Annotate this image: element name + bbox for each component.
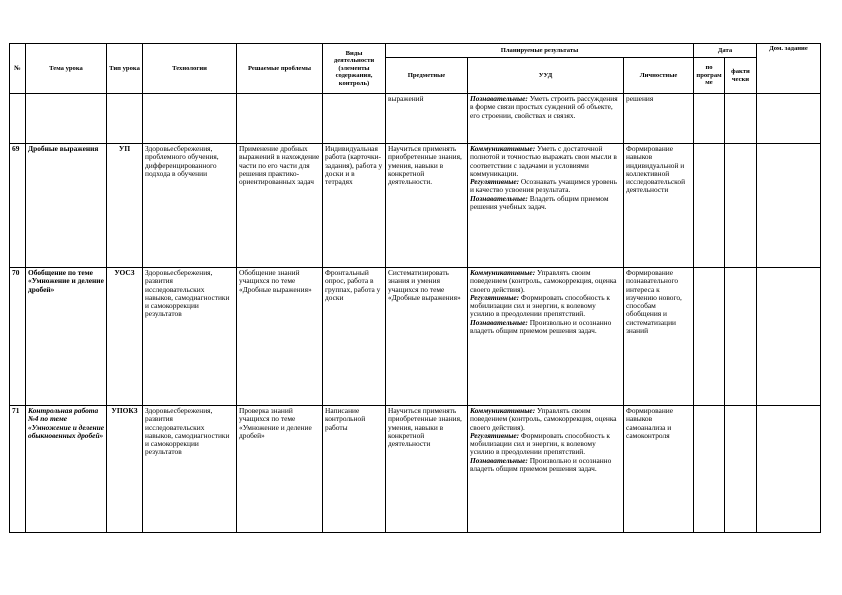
cell-num: 69: [10, 144, 26, 268]
cell-num: 70: [10, 268, 26, 406]
cell-personal: решения: [624, 94, 694, 144]
cell-personal: Формирование навыков индивидуальной и коллективной исследовательской деятельности: [624, 144, 694, 268]
header-actual: факти чески: [725, 58, 757, 94]
uud-item: [470, 457, 621, 474]
uud-item-key: Познавательные:: [470, 94, 528, 103]
uud-item-key: Познавательные:: [470, 317, 528, 327]
cell-num: [10, 94, 26, 144]
uud-item-key: Познавательные:: [470, 455, 528, 465]
uud-item-text: Владеть общим приемом решения учебных задач.: [470, 193, 609, 212]
cell-subject: выражений: [386, 94, 468, 144]
uud-item-key: Познавательные:: [470, 193, 528, 203]
cell-homework: [757, 268, 821, 406]
uud-item: [470, 432, 621, 457]
cell-subject: Систематизировать знания и умения учащихся по теме «Дробные выражения»: [386, 268, 468, 406]
cell-date-program: [694, 94, 725, 144]
header-activity: Виды деятельности (элементы содержания, контроль): [323, 44, 386, 94]
cell-personal: Формирование навыков самоанализа и самоконтроля: [624, 406, 694, 533]
table-row: [10, 144, 821, 268]
header-by-program: по програм ме: [694, 58, 725, 94]
lesson-plan-sheet: [9, 43, 820, 533]
header-personal: Личностные: [624, 58, 694, 94]
uud-item: [470, 145, 621, 178]
cell-topic: Дробные выражения: [26, 144, 107, 268]
cell-problems: Обобщение знаний учащихся по теме «Дробные выражения»: [237, 268, 323, 406]
uud-item: [470, 319, 621, 336]
cell-problems: [237, 94, 323, 144]
cell-personal: Формирование познавательного интереса к изучению нового, способам обобщения и систематизации знаний: [624, 268, 694, 406]
cell-activity: Фронтальный опрос, работа в группах, работа у доски: [323, 268, 386, 406]
cell-topic: Контрольная работа №4 по теме «Умножение и деление обыкновенных дробей»: [26, 406, 107, 533]
cell-subject: Научиться применять приобретенные знания, умения, навыки в конкретной деятельности.: [386, 144, 468, 268]
uud-item-text: Управлять своим поведением (контроль, самокоррекция, оценка своего действия).: [470, 268, 617, 294]
cell-uud: [468, 94, 624, 144]
cell-uud: [468, 268, 624, 406]
cell-activity: Написание контрольной работы: [323, 406, 386, 533]
header-problems: Решаемые проблемы: [237, 44, 323, 94]
cell-date-program: [694, 268, 725, 406]
cell-date-program: [694, 406, 725, 533]
uud-item-text: Управлять своим поведением (контроль, самокоррекция, оценка своего действия).: [470, 406, 617, 432]
cell-type: УОСЗ: [107, 268, 143, 406]
uud-item-key: Коммуникативные:: [470, 144, 536, 153]
uud-item: [470, 269, 621, 294]
cell-date-actual: [725, 144, 757, 268]
cell-date-program: [694, 144, 725, 268]
uud-item-text: Осознавать учащимся уровень и качество усвоения результата.: [470, 177, 618, 195]
header-num: №: [10, 44, 26, 94]
cell-problems: Проверка знаний учащихся по теме «Умножение и деление дробей»: [237, 406, 323, 533]
cell-date-actual: [725, 94, 757, 144]
table-row: [10, 406, 821, 533]
cell-activity: [323, 94, 386, 144]
uud-item-key: Регулятивные:: [470, 177, 520, 187]
header-planned: Планируемые результаты: [386, 44, 694, 58]
cell-problems: Применение дробных выражений в нахождение части по его части для решения практико-ориентированных задач: [237, 144, 323, 268]
cell-uud: [468, 406, 624, 533]
cell-homework: [757, 406, 821, 533]
cell-type: УП: [107, 144, 143, 268]
cell-homework: [757, 94, 821, 144]
cell-tech: Здоровьесбережения, проблемного обучения, дифференцированного подхода в обучении: [143, 144, 237, 268]
cell-date-actual: [725, 406, 757, 533]
cell-tech: Здоровьесбережения, развития исследовательских навыков, самодиагностики и самокоррекции результатов: [143, 268, 237, 406]
cell-num: 71: [10, 406, 26, 533]
uud-item-text: Уметь с достаточной полнотой и точностью выражать свои мысли в соответствии с задачами и условиями коммуникации.: [470, 144, 617, 178]
table-row: [10, 94, 821, 144]
header-topic: Тема урока: [26, 44, 107, 94]
uud-item-key: Регулятивные:: [470, 430, 520, 440]
cell-subject: Научиться применять приобретенные знания, умения, навыки в конкретной деятельности: [386, 406, 468, 533]
header-homework: Дом. задание: [757, 44, 821, 94]
uud-item-key: Коммуникативные:: [470, 406, 536, 415]
header-subject: Предметные: [386, 58, 468, 94]
header-type: Тип урока: [107, 44, 143, 94]
header-date: Дата: [694, 44, 757, 58]
uud-item-key: Регулятивные:: [470, 292, 520, 302]
table-header: [10, 44, 821, 94]
header-uud: УУД: [468, 58, 624, 94]
cell-date-actual: [725, 268, 757, 406]
cell-activity: Индивидуальная работа (карточки-задания), работа у доски и в тетрадях: [323, 144, 386, 268]
cell-homework: [757, 144, 821, 268]
uud-item: [470, 195, 621, 212]
uud-item-text: Произвольно и осознанно владеть общим приемом решения задач.: [470, 317, 612, 336]
table-row: [10, 268, 821, 406]
uud-item: [470, 95, 621, 120]
lesson-plan-table: [9, 43, 821, 533]
cell-uud: [468, 144, 624, 268]
uud-item-text: Уметь строить рассуждения в форме связи простых суждений об объекте, его строении, свойствах и связях.: [470, 94, 618, 120]
cell-tech: [143, 94, 237, 144]
table-body: [10, 94, 821, 533]
uud-item-key: Коммуникативные:: [470, 268, 536, 277]
uud-item-text: Формировать способность к мобилизации сил и энергии, к волевому усилию в преодолении препятствий.: [470, 292, 610, 319]
cell-type: УПОКЗ: [107, 406, 143, 533]
uud-item: [470, 294, 621, 319]
uud-item: [470, 407, 621, 432]
uud-item-text: Произвольно и осознанно владеть общим приемом решения задач.: [470, 455, 612, 474]
uud-item: [470, 178, 621, 195]
uud-item-text: Формировать способность к мобилизации сил и энергии, к волевому усилию в преодолении препятствий.: [470, 430, 610, 457]
header-tech: Технологии: [143, 44, 237, 94]
cell-type: [107, 94, 143, 144]
cell-topic: Обобщение по теме «Умножение и деление дробей»: [26, 268, 107, 406]
cell-topic: [26, 94, 107, 144]
cell-tech: Здоровьесбережения, развития исследовательских навыков, самодиагностики и самокоррекции результатов: [143, 406, 237, 533]
